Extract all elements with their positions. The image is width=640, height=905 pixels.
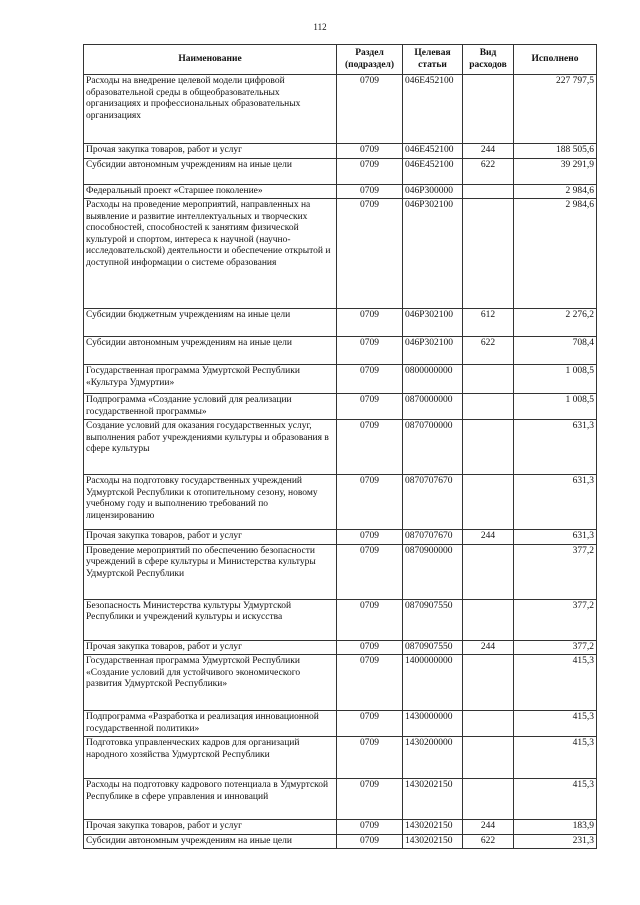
row-type: 244 (463, 640, 514, 655)
row-target: 0870000000 (403, 394, 463, 420)
row-target: 046E452100 (403, 75, 463, 144)
row-amount: 415,3 (514, 737, 597, 779)
table-row (84, 158, 597, 184)
row-amount: 708,4 (514, 337, 597, 365)
row-name: Субсидии автономным учреждениям на иные цели (84, 834, 337, 849)
header-target: Целевая статьи (403, 45, 463, 75)
row-section: 0709 (337, 655, 403, 711)
table-row (84, 530, 597, 545)
table-row (84, 199, 597, 309)
row-name: Подпрограмма «Создание условий для реализации государственной программы» (84, 394, 337, 420)
row-section: 0709 (337, 184, 403, 199)
budget-table (83, 44, 597, 849)
row-target: 0870700000 (403, 420, 463, 475)
row-target: 0870907550 (403, 599, 463, 640)
row-name: Субсидии бюджетным учреждениям на иные цели (84, 309, 337, 337)
row-amount: 631,3 (514, 530, 597, 545)
row-section: 0709 (337, 640, 403, 655)
row-name: Расходы на проведение мероприятий, направленных на выявление и развитие интеллектуальных и творческих способностей, способностей к занятиям физической культурой и спортом, интереса к научной (научно-исследовательской) деятельности и обеспечение открытой и доступной информации о системе образования (84, 199, 337, 309)
row-target: 1430202150 (403, 820, 463, 835)
row-target: 046E452100 (403, 144, 463, 159)
row-target: 1430200000 (403, 737, 463, 779)
row-name: Расходы на подготовку государственных учреждений Удмуртской Республики к отопительному сезону, новому учебному году и выполнению требований по лицензированию (84, 475, 337, 530)
row-amount: 415,3 (514, 779, 597, 820)
row-name: Прочая закупка товаров, работ и услуг (84, 640, 337, 655)
row-amount: 377,2 (514, 640, 597, 655)
row-name: Прочая закупка товаров, работ и услуг (84, 530, 337, 545)
row-type: 622 (463, 834, 514, 849)
row-type: 244 (463, 144, 514, 159)
row-type (463, 655, 514, 711)
row-type (463, 199, 514, 309)
row-section: 0709 (337, 544, 403, 599)
row-type: 622 (463, 337, 514, 365)
row-target: 1430000000 (403, 711, 463, 737)
header-name: Наименование (84, 45, 337, 75)
row-type: 244 (463, 530, 514, 545)
row-section: 0709 (337, 779, 403, 820)
row-section: 0709 (337, 834, 403, 849)
row-target: 0870707670 (403, 475, 463, 530)
row-amount: 39 291,9 (514, 158, 597, 184)
row-section: 0709 (337, 365, 403, 394)
page-number: 112 (313, 22, 327, 32)
row-section: 0709 (337, 337, 403, 365)
row-target: 1430202150 (403, 834, 463, 849)
row-type (463, 420, 514, 475)
table-row (84, 184, 597, 199)
row-section: 0709 (337, 530, 403, 545)
row-type (463, 75, 514, 144)
row-amount: 415,3 (514, 711, 597, 737)
row-name: Подготовка управленческих кадров для организаций народного хозяйства Удмуртской Республики (84, 737, 337, 779)
header-amount: Исполнено (514, 45, 597, 75)
row-section: 0709 (337, 394, 403, 420)
row-target: 0870707670 (403, 530, 463, 545)
row-type: 612 (463, 309, 514, 337)
row-type (463, 779, 514, 820)
row-amount: 188 505,6 (514, 144, 597, 159)
row-amount: 231,3 (514, 834, 597, 849)
row-section: 0709 (337, 420, 403, 475)
row-type (463, 475, 514, 530)
row-section: 0709 (337, 199, 403, 309)
row-name: Государственная программа Удмуртской Республики «Создание условий для устойчивого экономического развития Удмуртской Республики» (84, 655, 337, 711)
table-row (84, 711, 597, 737)
table-row (84, 75, 597, 144)
row-section: 0709 (337, 144, 403, 159)
row-amount: 631,3 (514, 420, 597, 475)
table-row (84, 337, 597, 365)
row-name: Федеральный проект «Старшее поколение» (84, 184, 337, 199)
row-amount: 1 008,5 (514, 394, 597, 420)
row-target: 0870900000 (403, 544, 463, 599)
row-amount: 2 984,6 (514, 199, 597, 309)
row-name: Субсидии автономным учреждениям на иные цели (84, 158, 337, 184)
row-name: Проведение мероприятий по обеспечению безопасности учреждений в сфере культуры и Министерства культуры Удмуртской Республики (84, 544, 337, 599)
row-section: 0709 (337, 820, 403, 835)
row-section: 0709 (337, 711, 403, 737)
row-amount: 2 276,2 (514, 309, 597, 337)
row-name: Государственная программа Удмуртской Республики «Культура Удмуртии» (84, 365, 337, 394)
row-amount: 631,3 (514, 475, 597, 530)
row-amount: 227 797,5 (514, 75, 597, 144)
table-row (84, 640, 597, 655)
row-type (463, 394, 514, 420)
row-type (463, 365, 514, 394)
row-target: 046P302100 (403, 199, 463, 309)
table-row (84, 779, 597, 820)
row-type (463, 599, 514, 640)
row-section: 0709 (337, 475, 403, 530)
header-section: Раздел (подраздел) (337, 45, 403, 75)
table-row (84, 599, 597, 640)
table-row (84, 544, 597, 599)
row-name: Создание условий для оказания государственных услуг, выполнения работ учреждениями культуры и образования в сфере культуры (84, 420, 337, 475)
table-header-row (84, 45, 597, 75)
row-name: Субсидии автономным учреждениям на иные цели (84, 337, 337, 365)
row-target: 046P300000 (403, 184, 463, 199)
row-type: 622 (463, 158, 514, 184)
table-row (84, 309, 597, 337)
table-row (84, 737, 597, 779)
table-row (84, 365, 597, 394)
row-section: 0709 (337, 599, 403, 640)
row-type (463, 184, 514, 199)
row-section: 0709 (337, 75, 403, 144)
row-name: Подпрограмма «Разработка и реализация инновационной государственной политики» (84, 711, 337, 737)
row-amount: 377,2 (514, 599, 597, 640)
row-type (463, 711, 514, 737)
row-target: 046E452100 (403, 158, 463, 184)
table-row (84, 144, 597, 159)
row-amount: 415,3 (514, 655, 597, 711)
table-row (84, 820, 597, 835)
table-row (84, 834, 597, 849)
row-name: Расходы на внедрение целевой модели цифровой образовательной среды в общеобразовательных организациях и профессиональных образовательных организациях (84, 75, 337, 144)
row-name: Прочая закупка товаров, работ и услуг (84, 820, 337, 835)
row-type (463, 544, 514, 599)
row-target: 046P302100 (403, 309, 463, 337)
row-amount: 183,9 (514, 820, 597, 835)
table-row (84, 420, 597, 475)
header-type: Вид расходов (463, 45, 514, 75)
row-target: 0800000000 (403, 365, 463, 394)
row-amount: 1 008,5 (514, 365, 597, 394)
row-target: 0870907550 (403, 640, 463, 655)
row-section: 0709 (337, 309, 403, 337)
row-name: Безопасность Министерства культуры Удмуртской Республики и учреждений культуры и искусства (84, 599, 337, 640)
row-target: 1430202150 (403, 779, 463, 820)
row-target: 1400000000 (403, 655, 463, 711)
row-section: 0709 (337, 158, 403, 184)
table-row (84, 394, 597, 420)
table-row (84, 475, 597, 530)
row-type: 244 (463, 820, 514, 835)
row-target: 046P302100 (403, 337, 463, 365)
row-amount: 2 984,6 (514, 184, 597, 199)
row-section: 0709 (337, 737, 403, 779)
row-name: Расходы на подготовку кадрового потенциала в Удмуртской Республике в сфере управления и инноваций (84, 779, 337, 820)
row-name: Прочая закупка товаров, работ и услуг (84, 144, 337, 159)
row-type (463, 737, 514, 779)
table-row (84, 655, 597, 711)
row-amount: 377,2 (514, 544, 597, 599)
